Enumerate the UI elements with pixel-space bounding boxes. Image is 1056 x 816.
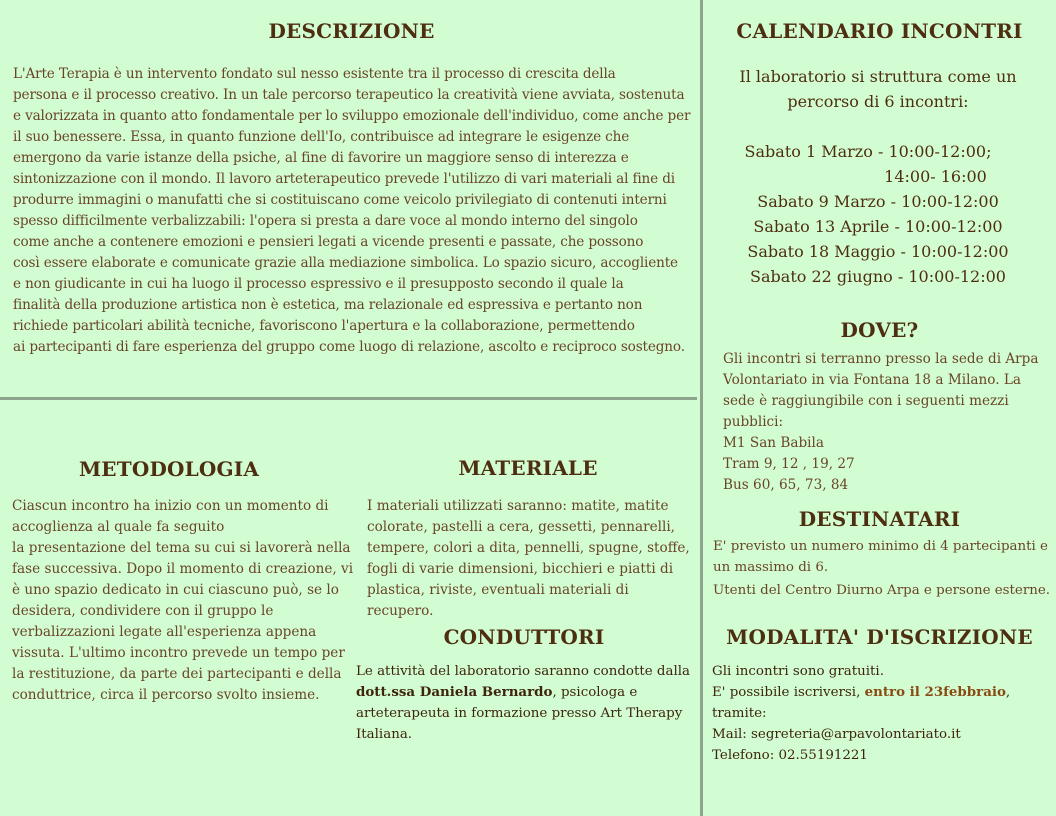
iscrizione-line-post: , xyxy=(1005,685,1011,700)
dove-body xyxy=(723,349,1038,496)
conduttori-line-rest: , psicologa e xyxy=(552,685,638,700)
metodologia-line: è uno spazio dedicato in cui ciascuno può, se lo xyxy=(12,582,339,598)
descrizione-line: finalità della produzione artistica non è estetica, ma relazionale ed espressiva e pertanto non xyxy=(13,297,643,313)
calendario-date: Sabato 22 giugno - 10:00-12:00 xyxy=(750,267,1006,286)
iscrizione-phone[interactable]: Telefono: 02.55191221 xyxy=(712,748,868,763)
calendario-intro-line: percorso di 6 incontri: xyxy=(787,92,969,111)
destinatari-line: E' previsto un numero minimo di 4 partecipanti e xyxy=(713,539,1048,554)
descrizione-line: ai partecipanti di fare esperienza del gruppo come luogo di relazione, ascolto e reciproco sostegno. xyxy=(13,339,685,355)
metodologia-line: accoglienza al quale fa seguito xyxy=(12,519,225,535)
descrizione-line: sintonizzazione con il mondo. Il lavoro arteterapeutico prevede l'utilizzo di vari materiali al fine di xyxy=(13,171,675,187)
materiale-line: fogli di varie dimensioni, bicchieri e piatti di xyxy=(367,561,674,577)
materiale-title: MATERIALE xyxy=(458,456,598,480)
iscrizione-line: Gli incontri sono gratuiti. xyxy=(712,664,884,679)
calendario-date: 14:00- 16:00 xyxy=(884,167,987,186)
descrizione-line: e non giudicante in cui ha luogo il processo espressivo e il presupposto secondo il quale la xyxy=(13,276,624,292)
metodologia-line: verbalizzazioni legate all'esperienza appena xyxy=(12,624,317,640)
conduttore-name: dott.ssa Daniela Bernardo xyxy=(356,684,553,700)
metodologia-line: Ciascun incontro ha inizio con un momento di xyxy=(12,498,329,514)
calendario-intro-line: Il laboratorio si struttura come un xyxy=(739,67,1017,86)
metodologia-line: la presentazione del tema su cui si lavorerà nella xyxy=(12,540,351,556)
dove-line: Tram 9, 12 , 19, 27 xyxy=(723,456,855,472)
conduttori-line: Italiana. xyxy=(356,727,413,742)
materiale-line: recupero. xyxy=(367,603,434,619)
calendario-dates xyxy=(703,139,1053,289)
calendario-intro xyxy=(703,64,1053,114)
dove-line: pubblici: xyxy=(723,414,784,430)
destinatari-line: un massimo di 6. xyxy=(713,560,829,575)
descrizione-line: e valorizzata in quanto atto fondamentale per lo sviluppo emozionale dell'individuo, come anche per xyxy=(13,108,691,124)
descrizione-line: il suo benessere. Essa, in quanto funzione dell'Io, contribuisce ad integrare le esigenze che xyxy=(13,129,630,145)
dove-line: sede è raggiungibile con i seguenti mezzi xyxy=(723,393,1009,409)
metodologia-title: METODOLOGIA xyxy=(78,457,260,481)
descrizione-body xyxy=(13,64,690,358)
iscrizione-email[interactable]: Mail: segreteria@arpavolontariato.it xyxy=(712,727,961,742)
metodologia-line: desidera, condividere con il gruppo le xyxy=(12,603,274,619)
dove-line: Bus 60, 65, 73, 84 xyxy=(723,477,849,493)
calendario-date: Sabato 9 Marzo - 10:00-12:00 xyxy=(757,192,999,211)
destinatari-line: Utenti del Centro Diurno Arpa e persone esterne. xyxy=(713,583,1051,598)
descrizione-line: come anche a contenere emozioni e pensieri legati a vicende presenti e passate, che possono xyxy=(13,234,644,250)
conduttori-line: Le attività del laboratorio saranno condotte dalla xyxy=(356,664,691,679)
calendario-date: Sabato 13 Aprile - 10:00-12:00 xyxy=(753,217,1003,236)
descrizione-line: emergono da varie istanze della psiche, al fine di favorire un maggiore senso di interezza e xyxy=(13,150,629,166)
materiale-line: plastica, riviste, eventuali materiali di xyxy=(367,582,629,598)
metodologia-line: vissuta. L'ultimo incontro prevede un tempo per xyxy=(12,645,345,661)
calendario-date: Sabato 1 Marzo - 10:00-12:00; xyxy=(744,142,992,161)
descrizione-line: produrre immagini o manufatti che si costituiscano come veicolo privilegiato di contenuti interni xyxy=(13,192,667,208)
conduttori-line xyxy=(356,682,690,703)
conduttori-body xyxy=(356,661,690,745)
descrizione-line: richiede particolari abilità tecniche, favoriscono l'apertura e la collaborazione, permettendo xyxy=(13,318,635,334)
metodologia-line: la restituzione, da parte dei partecipanti e della xyxy=(12,666,342,682)
calendario-date: Sabato 18 Maggio - 10:00-12:00 xyxy=(747,242,1009,261)
descrizione-line: spesso difficilmente verbalizzabili: l'opera si presta a dare voce al mondo interno del singolo xyxy=(13,213,638,229)
descrizione-line: così essere elaborate e comunicate grazie alla mediazione simbolica. Lo spazio sicuro, accogliente xyxy=(13,255,678,271)
dove-line: Gli incontri si terranno presso la sede di Arpa xyxy=(723,351,1039,367)
iscrizione-line-pre: E' possibile iscriversi, xyxy=(712,685,865,700)
calendario-title: CALENDARIO INCONTRI xyxy=(736,19,1023,43)
dove-line: M1 San Babila xyxy=(723,435,824,451)
iscrizione-line xyxy=(712,682,1010,703)
conduttori-title: CONDUTTORI xyxy=(443,625,605,649)
descrizione-line: L'Arte Terapia è un intervento fondato sul nesso esistente tra il processo di crescita della xyxy=(13,66,616,82)
materiale-line: tempere, colori a dita, pennelli, spugne, stoffe, xyxy=(367,540,690,556)
materiale-body xyxy=(367,496,690,622)
conduttori-line: arteterapeuta in formazione presso Art Therapy xyxy=(356,706,683,721)
iscrizione-line: tramite: xyxy=(712,706,767,721)
metodologia-line: conduttrice, circa il percorso svolto insieme. xyxy=(12,687,320,703)
iscrizione-body xyxy=(712,661,1010,766)
materiale-line: I materiali utilizzati saranno: matite, matite xyxy=(367,498,669,514)
vertical-divider xyxy=(700,0,703,816)
descrizione-title: DESCRIZIONE xyxy=(268,19,435,43)
destinatari-title: DESTINATARI xyxy=(798,507,961,531)
horizontal-divider xyxy=(0,397,697,400)
destinatari-body xyxy=(713,536,1050,601)
metodologia-line: fase successiva. Dopo il momento di creazione, vi xyxy=(12,561,354,577)
descrizione-line: persona e il processo creativo. In un tale percorso terapeutico la creatività viene avviata, sostenuta xyxy=(13,87,685,103)
iscrizione-title: MODALITA' D'ISCRIZIONE xyxy=(726,625,1033,649)
metodologia-body xyxy=(12,496,353,706)
materiale-line: colorate, pastelli a cera, gessetti, pennarelli, xyxy=(367,519,675,535)
iscrizione-deadline: entro il 23febbraio xyxy=(864,684,1006,700)
dove-line: Volontariato in via Fontana 18 a Milano. La xyxy=(723,372,1022,388)
dove-title: DOVE? xyxy=(840,318,919,342)
